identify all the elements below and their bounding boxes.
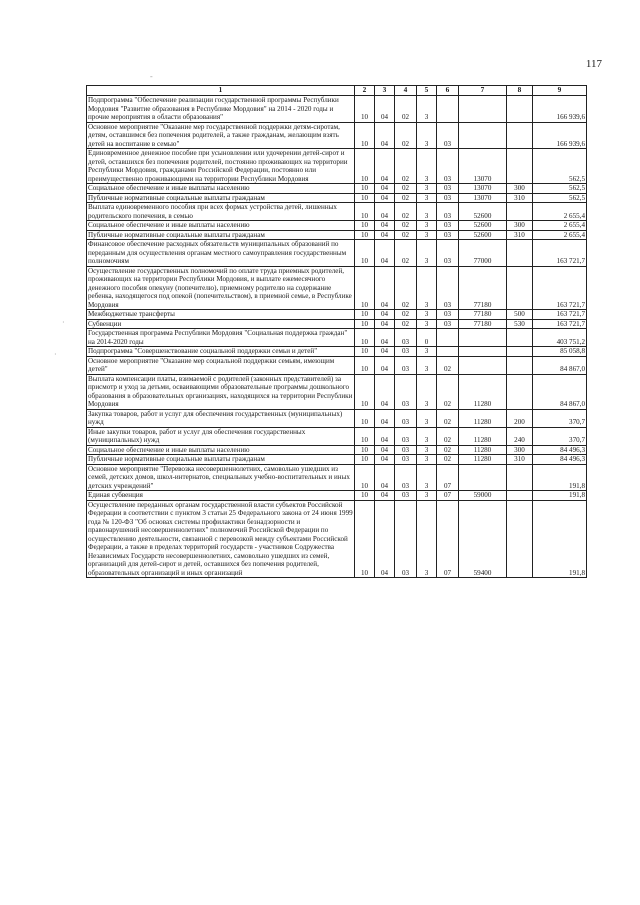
budget-code-cell: 03 [395,329,417,347]
budget-code-cell: 10 [355,500,375,578]
budget-code-cell: 03 [437,319,459,329]
scan-speck: ‐ [150,72,153,81]
budget-code-cell: 04 [375,409,395,427]
budget-code-cell: 02 [395,96,417,123]
budget-code-cell: 3 [417,230,437,240]
budget-code-cell: 03 [437,230,459,240]
table-row [87,356,587,374]
budget-code-cell [507,96,533,123]
amount-cell: 562,5 [533,193,587,203]
budget-code-cell: 02 [395,184,417,194]
budget-code-cell: 03 [437,193,459,203]
amount-cell: 85 058,8 [533,347,587,357]
expense-item-name: Финансовое обеспечение расходных обязательств муниципальных образований по переданным для осуществления органам местного самоуправления государственным полномочиям [87,240,355,267]
expense-item-name: Межбюджетные трансферты [87,310,355,320]
budget-code-cell: 02 [395,193,417,203]
budget-code-cell: 03 [395,455,417,465]
amount-cell: 191,8 [533,500,587,578]
budget-code-cell [507,203,533,221]
expense-item-name: Подпрограмма "Обеспечение реализации государственной программы Республики Мордовия "Развитие образования в Республике Мордовия" на 2014 - 2020 годы и прочие мероприятия в области образования" [87,96,355,123]
budget-code-cell: 02 [395,230,417,240]
budget-code-cell: 04 [375,500,395,578]
table-row [87,122,587,149]
budget-code-cell: 04 [375,193,395,203]
budget-code-cell: 10 [355,310,375,320]
table-row [87,203,587,221]
table-row [87,427,587,445]
budget-code-cell: 3 [417,374,437,409]
budget-code-cell: 03 [395,427,417,445]
budget-code-cell: 02 [395,266,417,310]
table-row [87,464,587,491]
budget-code-cell [437,96,459,123]
expense-item-name: Закупка товаров, работ и услуг для обеспечения государственных (муниципальных) нужд [87,409,355,427]
column-header: 7 [459,86,507,96]
budget-code-cell: 10 [355,374,375,409]
budget-code-cell [507,122,533,149]
amount-cell: 370,7 [533,427,587,445]
expense-item-name: Основное мероприятие "Оказание мер социальной поддержки семьям, имеющим детей" [87,356,355,374]
budget-code-cell: 02 [395,310,417,320]
budget-code-cell: 10 [355,203,375,221]
budget-code-cell [507,240,533,267]
budget-code-cell [437,329,459,347]
budget-code-cell: 3 [417,319,437,329]
budget-code-cell [459,464,507,491]
page-number: 117 [585,58,602,70]
budget-code-cell: 3 [417,347,437,357]
table-row [87,266,587,310]
budget-code-cell: 04 [375,149,395,184]
budget-code-cell: 02 [437,445,459,455]
budget-code-cell: 04 [375,266,395,310]
budget-code-cell: 3 [417,266,437,310]
budget-code-cell [507,329,533,347]
budget-code-cell: 03 [395,491,417,501]
budget-code-cell: 3 [417,445,437,455]
budget-code-cell [507,356,533,374]
budget-code-cell: 10 [355,240,375,267]
budget-code-cell: 13070 [459,193,507,203]
table-row [87,347,587,357]
column-header: 1 [87,86,355,96]
budget-code-cell [459,356,507,374]
budget-code-cell: 04 [375,221,395,231]
budget-code-cell: 77180 [459,310,507,320]
budget-code-cell: 530 [507,319,533,329]
budget-code-cell: 10 [355,464,375,491]
amount-cell: 562,5 [533,149,587,184]
amount-cell: 84 496,3 [533,455,587,465]
expense-item-name: Публичные нормативные социальные выплаты гражданам [87,455,355,465]
expense-item-name: Иные закупки товаров, работ и услуг для обеспечения государственных (муниципальных) нужд [87,427,355,445]
table-row [87,374,587,409]
budget-code-cell [507,500,533,578]
table-row [87,491,587,501]
budget-code-cell: 13070 [459,184,507,194]
budget-code-cell: 04 [375,230,395,240]
budget-code-cell: 03 [395,347,417,357]
budget-code-cell: 52600 [459,203,507,221]
budget-code-cell: 02 [437,356,459,374]
expense-item-name: Социальное обеспечение и иные выплаты населению [87,445,355,455]
budget-code-cell: 10 [355,409,375,427]
budget-code-cell: 77000 [459,240,507,267]
budget-code-cell: 310 [507,230,533,240]
budget-code-cell: 04 [375,203,395,221]
expense-item-name: Социальное обеспечение и иные выплаты населению [87,221,355,231]
table-row [87,455,587,465]
budget-code-cell: 13070 [459,149,507,184]
expense-item-name: Государственная программа Республики Мордовия "Социальная поддержка граждан" на 2014-2020 годы [87,329,355,347]
amount-cell: 2 655,4 [533,221,587,231]
table-body [87,96,587,578]
budget-code-cell: 59400 [459,500,507,578]
budget-code-cell: 3 [417,491,437,501]
budget-code-cell: 02 [437,374,459,409]
budget-code-cell: 3 [417,240,437,267]
amount-cell: 163 721,7 [533,266,587,310]
expense-item-name: Выплата компенсации платы, взимаемой с родителей (законных представителей) за присмотр и уход за детьми, осваивающими образовательные программы дошкольного образования в образовательных организациях, находящихся на территории Республики Мордовия [87,374,355,409]
budget-code-cell: 10 [355,184,375,194]
budget-code-cell [507,464,533,491]
budget-code-cell: 10 [355,221,375,231]
amount-cell: 562,5 [533,184,587,194]
amount-cell: 2 655,4 [533,230,587,240]
budget-code-cell: 240 [507,427,533,445]
budget-code-cell: 11280 [459,445,507,455]
budget-code-cell [507,347,533,357]
budget-code-cell: 02 [395,122,417,149]
budget-code-cell: 310 [507,455,533,465]
expense-item-name: Осуществление переданных органам государственной власти субъектов Российской Федерации в соответствии с пунктом 3 статьи 25 Федерального закона от 24 июня 1999 года № 120-ФЗ "Об основах системы профилактики безнадзорности и правонарушений несовершеннолетних" полномочий Российской Федерации по осуществлению деятельности, связанной с перевозкой между субъектами Российской Федерации, а также в пределах территорий государств - участников Содружества Независимых Государств несовершеннолетних, самовольно ушедших из семей, организаций для детей-сирот и детей, оставшихся без попечения родителей, образовательных организаций и иных организаций [88,500,353,577]
budget-code-cell: 52600 [459,230,507,240]
budget-code-cell: 11280 [459,374,507,409]
budget-code-cell [459,122,507,149]
budget-code-cell: 04 [375,374,395,409]
amount-cell: 163 721,7 [533,240,587,267]
budget-code-cell [507,374,533,409]
budget-code-cell: 04 [375,491,395,501]
budget-code-cell: 77180 [459,266,507,310]
budget-code-cell: 03 [395,464,417,491]
budget-code-cell: 03 [437,240,459,267]
budget-code-cell: 02 [437,455,459,465]
expense-item-name: Подпрограмма "Совершенствование социальной поддержки семьи и детей" [87,347,355,357]
budget-code-cell: 3 [417,149,437,184]
budget-code-cell: 04 [375,356,395,374]
budget-code-cell: 04 [375,310,395,320]
budget-code-cell: 07 [437,464,459,491]
budget-code-cell: 10 [355,230,375,240]
budget-code-cell: 02 [395,319,417,329]
budget-code-cell [507,266,533,310]
budget-code-cell: 03 [437,149,459,184]
budget-code-cell: 10 [355,347,375,357]
budget-code-cell: 10 [355,193,375,203]
amount-cell: 163 721,7 [533,319,587,329]
amount-cell: 191,8 [533,464,587,491]
amount-cell: 163 721,7 [533,310,587,320]
column-header: 8 [507,86,533,96]
budget-code-cell: 10 [355,122,375,149]
column-header: 5 [417,86,437,96]
budget-code-cell [459,96,507,123]
expense-item-name: Социальное обеспечение и иные выплаты населению [87,184,355,194]
budget-code-cell: 10 [355,149,375,184]
expense-item-name: Основное мероприятие "Оказание мер государственной поддержки детям-сиротам, детям, оставшимся без попечения родителей, а также гражданам, желающим взять детей на воспитание в семью" [87,122,355,149]
budget-code-cell: 04 [375,122,395,149]
budget-code-cell: 10 [355,455,375,465]
budget-code-cell: 04 [375,427,395,445]
budget-code-cell: 10 [355,266,375,310]
budget-code-cell: 11280 [459,427,507,445]
budget-code-cell: 10 [355,356,375,374]
expense-item-name: Осуществление государственных полномочий по оплате труда приемных родителей, проживающих на территории Республики Мордовия, и выплате ежемесячного денежного пособия опекуну (попечителю), приемному родителю на содержание ребенка, находящегося под опекой (попечительством), в приемной семье, в Республике Мордовия [87,266,355,310]
budget-code-cell: 11280 [459,455,507,465]
budget-code-cell: 04 [375,319,395,329]
budget-code-cell [507,149,533,184]
budget-code-cell: 03 [395,500,417,578]
expense-item-name: Основное мероприятие "Перевозка несовершеннолетних, самовольно ушедших из семей, детских домов, школ-интернатов, специальных учебно-воспитательных и иных детских учреждений" [87,464,355,491]
budget-code-cell: 04 [375,445,395,455]
budget-code-cell: 77180 [459,319,507,329]
expense-item-name: Субвенции [87,319,355,329]
budget-code-cell: 02 [395,240,417,267]
budget-code-cell: 59000 [459,491,507,501]
table-row [87,329,587,347]
amount-cell: 403 751,2 [533,329,587,347]
budget-code-cell: 300 [507,184,533,194]
budget-code-cell: 03 [395,356,417,374]
budget-table [86,85,587,578]
budget-code-cell: 02 [437,409,459,427]
table-row [87,409,587,427]
budget-code-cell: 03 [437,310,459,320]
budget-code-cell: 04 [375,329,395,347]
budget-code-cell: 10 [355,445,375,455]
budget-code-cell: 11280 [459,409,507,427]
budget-code-cell: 10 [355,427,375,445]
budget-code-cell: 03 [437,266,459,310]
budget-code-cell: 04 [375,347,395,357]
budget-code-cell: 02 [395,221,417,231]
table-row [87,310,587,320]
expense-item-name: Публичные нормативные социальные выплаты гражданам [87,230,355,240]
budget-code-cell: 200 [507,409,533,427]
budget-code-cell [437,347,459,357]
budget-code-cell: 03 [437,184,459,194]
budget-code-cell: 3 [417,203,437,221]
budget-code-cell: 02 [395,203,417,221]
column-header: 2 [355,86,375,96]
budget-code-cell: 3 [417,310,437,320]
column-header: 9 [533,86,587,96]
budget-code-cell: 03 [437,122,459,149]
budget-code-cell: 3 [417,193,437,203]
budget-code-cell: 04 [375,96,395,123]
budget-code-cell: 3 [417,455,437,465]
budget-code-cell: 3 [417,500,437,578]
budget-code-cell: 04 [375,455,395,465]
budget-code-cell: 3 [417,122,437,149]
budget-code-cell: 04 [375,184,395,194]
expense-item-name: Единая субвенция [87,491,355,501]
budget-code-cell: 10 [355,319,375,329]
budget-code-cell: 310 [507,193,533,203]
budget-code-cell [459,347,507,357]
budget-code-cell: 02 [395,149,417,184]
budget-code-cell: 07 [437,500,459,578]
table-row [87,445,587,455]
budget-code-cell: 300 [507,445,533,455]
amount-cell: 370,7 [533,409,587,427]
budget-code-cell: 07 [437,491,459,501]
expense-item-name: Публичные нормативные социальные выплаты гражданам [87,193,355,203]
budget-code-cell: 3 [417,221,437,231]
table-row [87,184,587,194]
budget-code-cell: 3 [417,96,437,123]
budget-code-cell: 04 [375,240,395,267]
budget-code-cell: 02 [437,427,459,445]
amount-cell: 166 939,6 [533,96,587,123]
column-header: 3 [375,86,395,96]
scan-speck: · [62,318,65,327]
table-header-row [87,86,587,96]
amount-cell: 84 496,3 [533,445,587,455]
budget-code-cell: 3 [417,356,437,374]
budget-code-cell: 03 [395,409,417,427]
budget-code-cell: 03 [395,445,417,455]
column-header: 6 [437,86,459,96]
amount-cell: 84 867,0 [533,356,587,374]
budget-code-cell: 3 [417,427,437,445]
budget-code-cell: 500 [507,310,533,320]
table-row [87,193,587,203]
budget-code-cell: 04 [375,464,395,491]
column-header: 4 [395,86,417,96]
amount-cell: 84 867,0 [533,374,587,409]
budget-code-cell: 03 [395,374,417,409]
budget-code-cell: 10 [355,491,375,501]
table-row [87,500,587,578]
amount-cell: 166 939,6 [533,122,587,149]
table-row [87,149,587,184]
budget-code-cell: 300 [507,221,533,231]
budget-code-cell: 52600 [459,221,507,231]
budget-code-cell: 0 [417,329,437,347]
budget-code-cell: 3 [417,184,437,194]
budget-code-cell [459,329,507,347]
amount-cell: 191,8 [533,491,587,501]
expense-item-name: Единовременное денежное пособие при усыновлении или удочерении детей-сирот и детей, оставшихся без попечения родителей, постоянно проживающих на территории Республики Мордовия, гражданами Российской Федерации, постоянно или преимущественно проживающими на территории Республики Мордовия [87,149,355,184]
table-row [87,230,587,240]
budget-code-cell: 10 [355,96,375,123]
table-row [87,221,587,231]
table-row [87,319,587,329]
table-row [87,96,587,123]
budget-code-cell: 3 [417,464,437,491]
amount-cell: 2 655,4 [533,203,587,221]
budget-code-cell: 03 [437,221,459,231]
budget-code-cell: 03 [437,203,459,221]
budget-code-cell: 3 [417,409,437,427]
scan-speck: · [54,350,57,359]
table-row [87,240,587,267]
expense-item-name: Выплата единовременного пособия при всех формах устройства детей, лишенных родительского попечения, в семью [87,203,355,221]
budget-code-cell: 10 [355,329,375,347]
budget-code-cell [507,491,533,501]
